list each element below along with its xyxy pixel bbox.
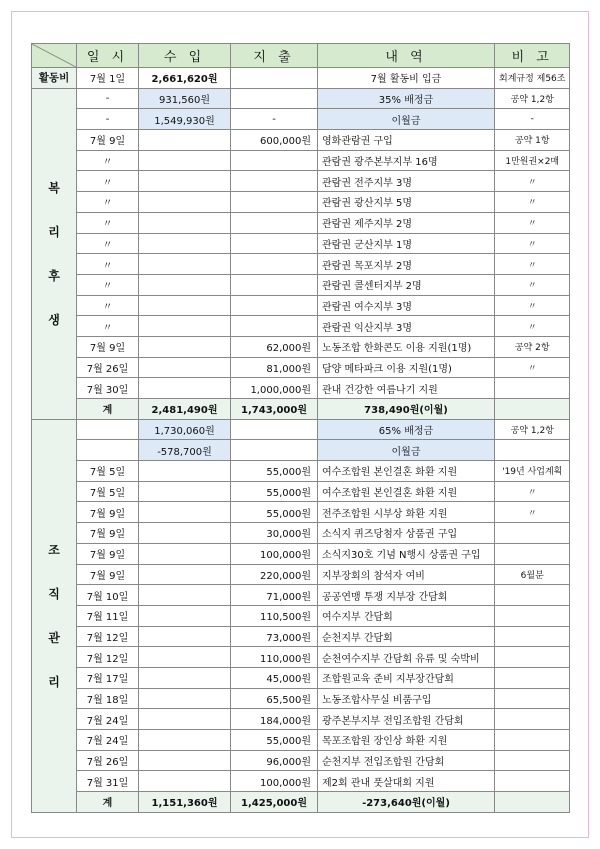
cell-detail: 제2회 관내 풋살대회 지원	[318, 771, 495, 792]
cell-detail: 여수조합원 본인결혼 화환 지원	[318, 461, 495, 482]
cell-income	[139, 150, 231, 171]
header-row	[32, 44, 570, 68]
cell-expense	[231, 212, 318, 233]
cell-note	[495, 605, 570, 626]
cell-income: 1,730,060원	[139, 419, 231, 440]
table-row	[32, 585, 570, 606]
table-row	[32, 171, 570, 192]
cell-detail: 조합원교육 준비 지부장간담회	[318, 667, 495, 688]
cell-note: 공약 1,2항	[495, 419, 570, 440]
cell-note	[495, 523, 570, 544]
cell-note	[495, 750, 570, 771]
table-row	[32, 254, 570, 275]
cell-expense: 184,000원	[231, 709, 318, 730]
cell-income	[139, 730, 231, 751]
table-row	[32, 605, 570, 626]
cell-income	[139, 585, 231, 606]
table-row	[32, 688, 570, 709]
cell-detail: 관람권 군산지부 1명	[318, 233, 495, 254]
cell-note	[495, 378, 570, 399]
header-expense: 지 출	[231, 44, 318, 68]
cell-expense	[231, 295, 318, 316]
table-row	[32, 150, 570, 171]
table-row	[32, 419, 570, 440]
cell-note: 〃	[495, 481, 570, 502]
cell-note	[495, 688, 570, 709]
cell-detail: 광주본부지부 전입조합원 간담회	[318, 709, 495, 730]
cell-note: 〃	[495, 316, 570, 337]
total-expense: 1,425,000원	[231, 792, 318, 813]
activity-expense-table	[31, 43, 570, 813]
cell-note	[495, 543, 570, 564]
section-label-char: 리	[48, 224, 60, 239]
section-label-char: 생	[48, 312, 60, 327]
cell-date: 〃	[77, 274, 139, 295]
category-activity-fund: 활동비	[32, 68, 77, 89]
table-row	[32, 295, 570, 316]
cell-expense	[231, 88, 318, 109]
header-detail: 내 역	[318, 44, 495, 68]
cell-expense: 1,000,000원	[231, 378, 318, 399]
cell-note: 6월분	[495, 564, 570, 585]
cell-date: 〃	[77, 316, 139, 337]
cell-date: 7월 10일	[77, 585, 139, 606]
cell-note: -	[495, 109, 570, 130]
cell-date: 7월 9일	[77, 564, 139, 585]
total-row	[32, 792, 570, 813]
cell-detail: 노동조합 한화콘도 이용 지원(1명)	[318, 336, 495, 357]
cell-detail: 관람권 여수지부 3명	[318, 295, 495, 316]
organization-section-label	[32, 419, 77, 812]
cell-note: 회계규정 제56조	[495, 68, 570, 89]
cell-note	[495, 709, 570, 730]
table-row	[32, 274, 570, 295]
table-row	[32, 626, 570, 647]
cell-detail: 관람권 콜센터지부 2명	[318, 274, 495, 295]
section-label-char: 리	[48, 674, 60, 689]
cell-date: 7월 9일	[77, 130, 139, 151]
cell-date: -	[77, 109, 139, 130]
cell-date: 7월 12일	[77, 626, 139, 647]
cell-date: 7월 30일	[77, 378, 139, 399]
cell-expense	[231, 171, 318, 192]
cell-note	[495, 585, 570, 606]
cell-expense: 100,000원	[231, 771, 318, 792]
table-row	[32, 564, 570, 585]
table-row	[32, 709, 570, 730]
cell-expense: 71,000원	[231, 585, 318, 606]
cell-expense	[231, 274, 318, 295]
cell-income	[139, 605, 231, 626]
table-body	[32, 68, 570, 813]
cell-date: 〃	[77, 150, 139, 171]
cell-expense: 81,000원	[231, 357, 318, 378]
cell-detail: 영화관람권 구입	[318, 130, 495, 151]
cell-note: 〃	[495, 295, 570, 316]
cell-note: 〃	[495, 212, 570, 233]
table-row	[32, 771, 570, 792]
cell-income	[139, 357, 231, 378]
cell-detail: 소식지30호 기념 N행시 상품권 구입	[318, 543, 495, 564]
total-note	[495, 399, 570, 420]
cell-expense: 110,000원	[231, 647, 318, 668]
cell-note: 〃	[495, 502, 570, 523]
table-row	[32, 316, 570, 337]
cell-note	[495, 730, 570, 751]
cell-income: -578,700원	[139, 440, 231, 461]
cell-note	[495, 771, 570, 792]
cell-detail: 65% 배정금	[318, 419, 495, 440]
table-row	[32, 502, 570, 523]
cell-expense: 110,500원	[231, 605, 318, 626]
cell-note: 공약 1항	[495, 130, 570, 151]
cell-income	[139, 543, 231, 564]
cell-date: 7월 5일	[77, 461, 139, 482]
cell-expense	[231, 254, 318, 275]
cell-detail: 여수조합원 본인결혼 화환 지원	[318, 481, 495, 502]
cell-detail: 이월금	[318, 440, 495, 461]
section-label-char: 직	[48, 586, 60, 601]
welfare-section-label	[32, 88, 77, 419]
cell-detail: 관람권 전주지부 3명	[318, 171, 495, 192]
cell-income	[139, 378, 231, 399]
cell-date: 7월 17일	[77, 667, 139, 688]
cell-date: 7월 9일	[77, 543, 139, 564]
total-label: 계	[77, 399, 139, 420]
cell-date: 7월 11일	[77, 605, 139, 626]
header-income: 수 입	[139, 44, 231, 68]
header-note: 비 고	[495, 44, 570, 68]
table-row	[32, 192, 570, 213]
cell-income	[139, 481, 231, 502]
cell-detail: 여수지부 간담회	[318, 605, 495, 626]
cell-income	[139, 771, 231, 792]
header-date: 일 시	[77, 44, 139, 68]
table-row	[32, 647, 570, 668]
cell-detail: 공공연맹 투쟁 지부장 간담회	[318, 585, 495, 606]
section-label-char: 관	[48, 630, 60, 645]
cell-detail: 관내 건강한 여름나기 지원	[318, 378, 495, 399]
total-expense: 1,743,000원	[231, 399, 318, 420]
cell-detail: 목포조합원 장인상 화환 지원	[318, 730, 495, 751]
cell-detail: 소식지 퀴즈당첨자 상품권 구입	[318, 523, 495, 544]
total-detail: 738,490원(이월)	[318, 399, 495, 420]
table-row	[32, 461, 570, 482]
total-income: 1,151,360원	[139, 792, 231, 813]
cell-detail: 이월금	[318, 109, 495, 130]
cell-note	[495, 647, 570, 668]
cell-income	[139, 461, 231, 482]
cell-date: 7월 26일	[77, 357, 139, 378]
cell-detail: 순천지부 간담회	[318, 626, 495, 647]
activity-fund-row	[32, 68, 570, 89]
cell-date: 〃	[77, 254, 139, 275]
cell-expense: 55,000원	[231, 461, 318, 482]
cell-income	[139, 647, 231, 668]
cell-date	[77, 440, 139, 461]
cell-income: 931,560원	[139, 88, 231, 109]
cell-date: 7월 12일	[77, 647, 139, 668]
table-row	[32, 378, 570, 399]
cell-note: 〃	[495, 274, 570, 295]
table-row	[32, 543, 570, 564]
cell-expense	[231, 233, 318, 254]
cell-income: 2,661,620원	[139, 68, 231, 89]
cell-income	[139, 192, 231, 213]
cell-date: 〃	[77, 192, 139, 213]
cell-income	[139, 523, 231, 544]
cell-income	[139, 171, 231, 192]
cell-expense	[231, 192, 318, 213]
cell-income	[139, 336, 231, 357]
table-row	[32, 233, 570, 254]
cell-expense	[231, 150, 318, 171]
cell-note: 〃	[495, 233, 570, 254]
table-row	[32, 440, 570, 461]
cell-income	[139, 295, 231, 316]
table-row	[32, 750, 570, 771]
cell-income	[139, 688, 231, 709]
table-row	[32, 523, 570, 544]
cell-date: -	[77, 88, 139, 109]
cell-detail: 전주조합원 시부상 화환 지원	[318, 502, 495, 523]
total-note	[495, 792, 570, 813]
table-row	[32, 336, 570, 357]
cell-date: 7월 9일	[77, 336, 139, 357]
cell-expense	[231, 440, 318, 461]
cell-note: '19년 사업계획	[495, 461, 570, 482]
cell-detail: 순천여수지부 간담회 유류 및 숙박비	[318, 647, 495, 668]
cell-detail: 순천지부 전입조합원 간담회	[318, 750, 495, 771]
cell-date: 7월 24일	[77, 709, 139, 730]
cell-detail: 관람권 목포지부 2명	[318, 254, 495, 275]
cell-expense: 73,000원	[231, 626, 318, 647]
cell-date: 7월 9일	[77, 502, 139, 523]
section-label-char: 복	[48, 180, 60, 195]
total-income: 2,481,490원	[139, 399, 231, 420]
cell-expense: 100,000원	[231, 543, 318, 564]
cell-date: 7월 9일	[77, 523, 139, 544]
cell-expense: 220,000원	[231, 564, 318, 585]
cell-detail: 관람권 제주지부 2명	[318, 212, 495, 233]
cell-date: 7월 26일	[77, 750, 139, 771]
cell-detail: 관람권 광주본부지부 16명	[318, 150, 495, 171]
cell-note	[495, 440, 570, 461]
cell-note: 〃	[495, 171, 570, 192]
cell-expense: 65,500원	[231, 688, 318, 709]
cell-expense: 62,000원	[231, 336, 318, 357]
cell-income	[139, 709, 231, 730]
cell-detail: 35% 배정금	[318, 88, 495, 109]
cell-income	[139, 502, 231, 523]
cell-note: 〃	[495, 254, 570, 275]
cell-note	[495, 667, 570, 688]
cell-expense: 600,000원	[231, 130, 318, 151]
header-corner-diagonal	[32, 44, 77, 68]
cell-note: 1만원권×2매	[495, 150, 570, 171]
cell-date: 7월 5일	[77, 481, 139, 502]
cell-date	[77, 419, 139, 440]
table-row	[32, 357, 570, 378]
cell-note: 〃	[495, 357, 570, 378]
cell-detail: 지부장회의 참석자 여비	[318, 564, 495, 585]
table-row	[32, 212, 570, 233]
section-label-char: 조	[48, 542, 60, 557]
table-row	[32, 730, 570, 751]
cell-income	[139, 316, 231, 337]
cell-detail: 노동조합사무실 비품구입	[318, 688, 495, 709]
table-row	[32, 481, 570, 502]
cell-income	[139, 564, 231, 585]
cell-expense	[231, 68, 318, 89]
cell-date: 7월 24일	[77, 730, 139, 751]
cell-detail: 관람권 익산지부 3명	[318, 316, 495, 337]
cell-expense: 55,000원	[231, 730, 318, 751]
cell-expense	[231, 316, 318, 337]
cell-detail: 관람권 광산지부 5명	[318, 192, 495, 213]
section-label-char: 후	[48, 268, 60, 283]
total-row	[32, 399, 570, 420]
cell-note: 공약 2항	[495, 336, 570, 357]
cell-income	[139, 667, 231, 688]
table-row	[32, 667, 570, 688]
table-row	[32, 88, 570, 109]
cell-income	[139, 254, 231, 275]
cell-date: 〃	[77, 233, 139, 254]
total-label: 계	[77, 792, 139, 813]
cell-expense: -	[231, 109, 318, 130]
table-row	[32, 109, 570, 130]
cell-detail: 7월 활동비 입금	[318, 68, 495, 89]
cell-date: 〃	[77, 171, 139, 192]
cell-detail: 담양 메타파크 이용 지원(1명)	[318, 357, 495, 378]
cell-income	[139, 233, 231, 254]
cell-expense: 30,000원	[231, 523, 318, 544]
cell-date: 〃	[77, 212, 139, 233]
cell-date: 〃	[77, 295, 139, 316]
table-row	[32, 130, 570, 151]
cell-income	[139, 750, 231, 771]
cell-date: 7월 31일	[77, 771, 139, 792]
cell-income	[139, 626, 231, 647]
cell-note	[495, 626, 570, 647]
cell-income	[139, 130, 231, 151]
cell-income: 1,549,930원	[139, 109, 231, 130]
cell-expense: 45,000원	[231, 667, 318, 688]
cell-expense: 96,000원	[231, 750, 318, 771]
cell-note: 〃	[495, 192, 570, 213]
cell-expense: 55,000원	[231, 481, 318, 502]
cell-expense	[231, 419, 318, 440]
cell-date: 7월 1일	[77, 68, 139, 89]
cell-note: 공약 1,2항	[495, 88, 570, 109]
cell-date: 7월 18일	[77, 688, 139, 709]
cell-expense: 55,000원	[231, 502, 318, 523]
cell-income	[139, 212, 231, 233]
total-detail: -273,640원(이월)	[318, 792, 495, 813]
cell-income	[139, 274, 231, 295]
